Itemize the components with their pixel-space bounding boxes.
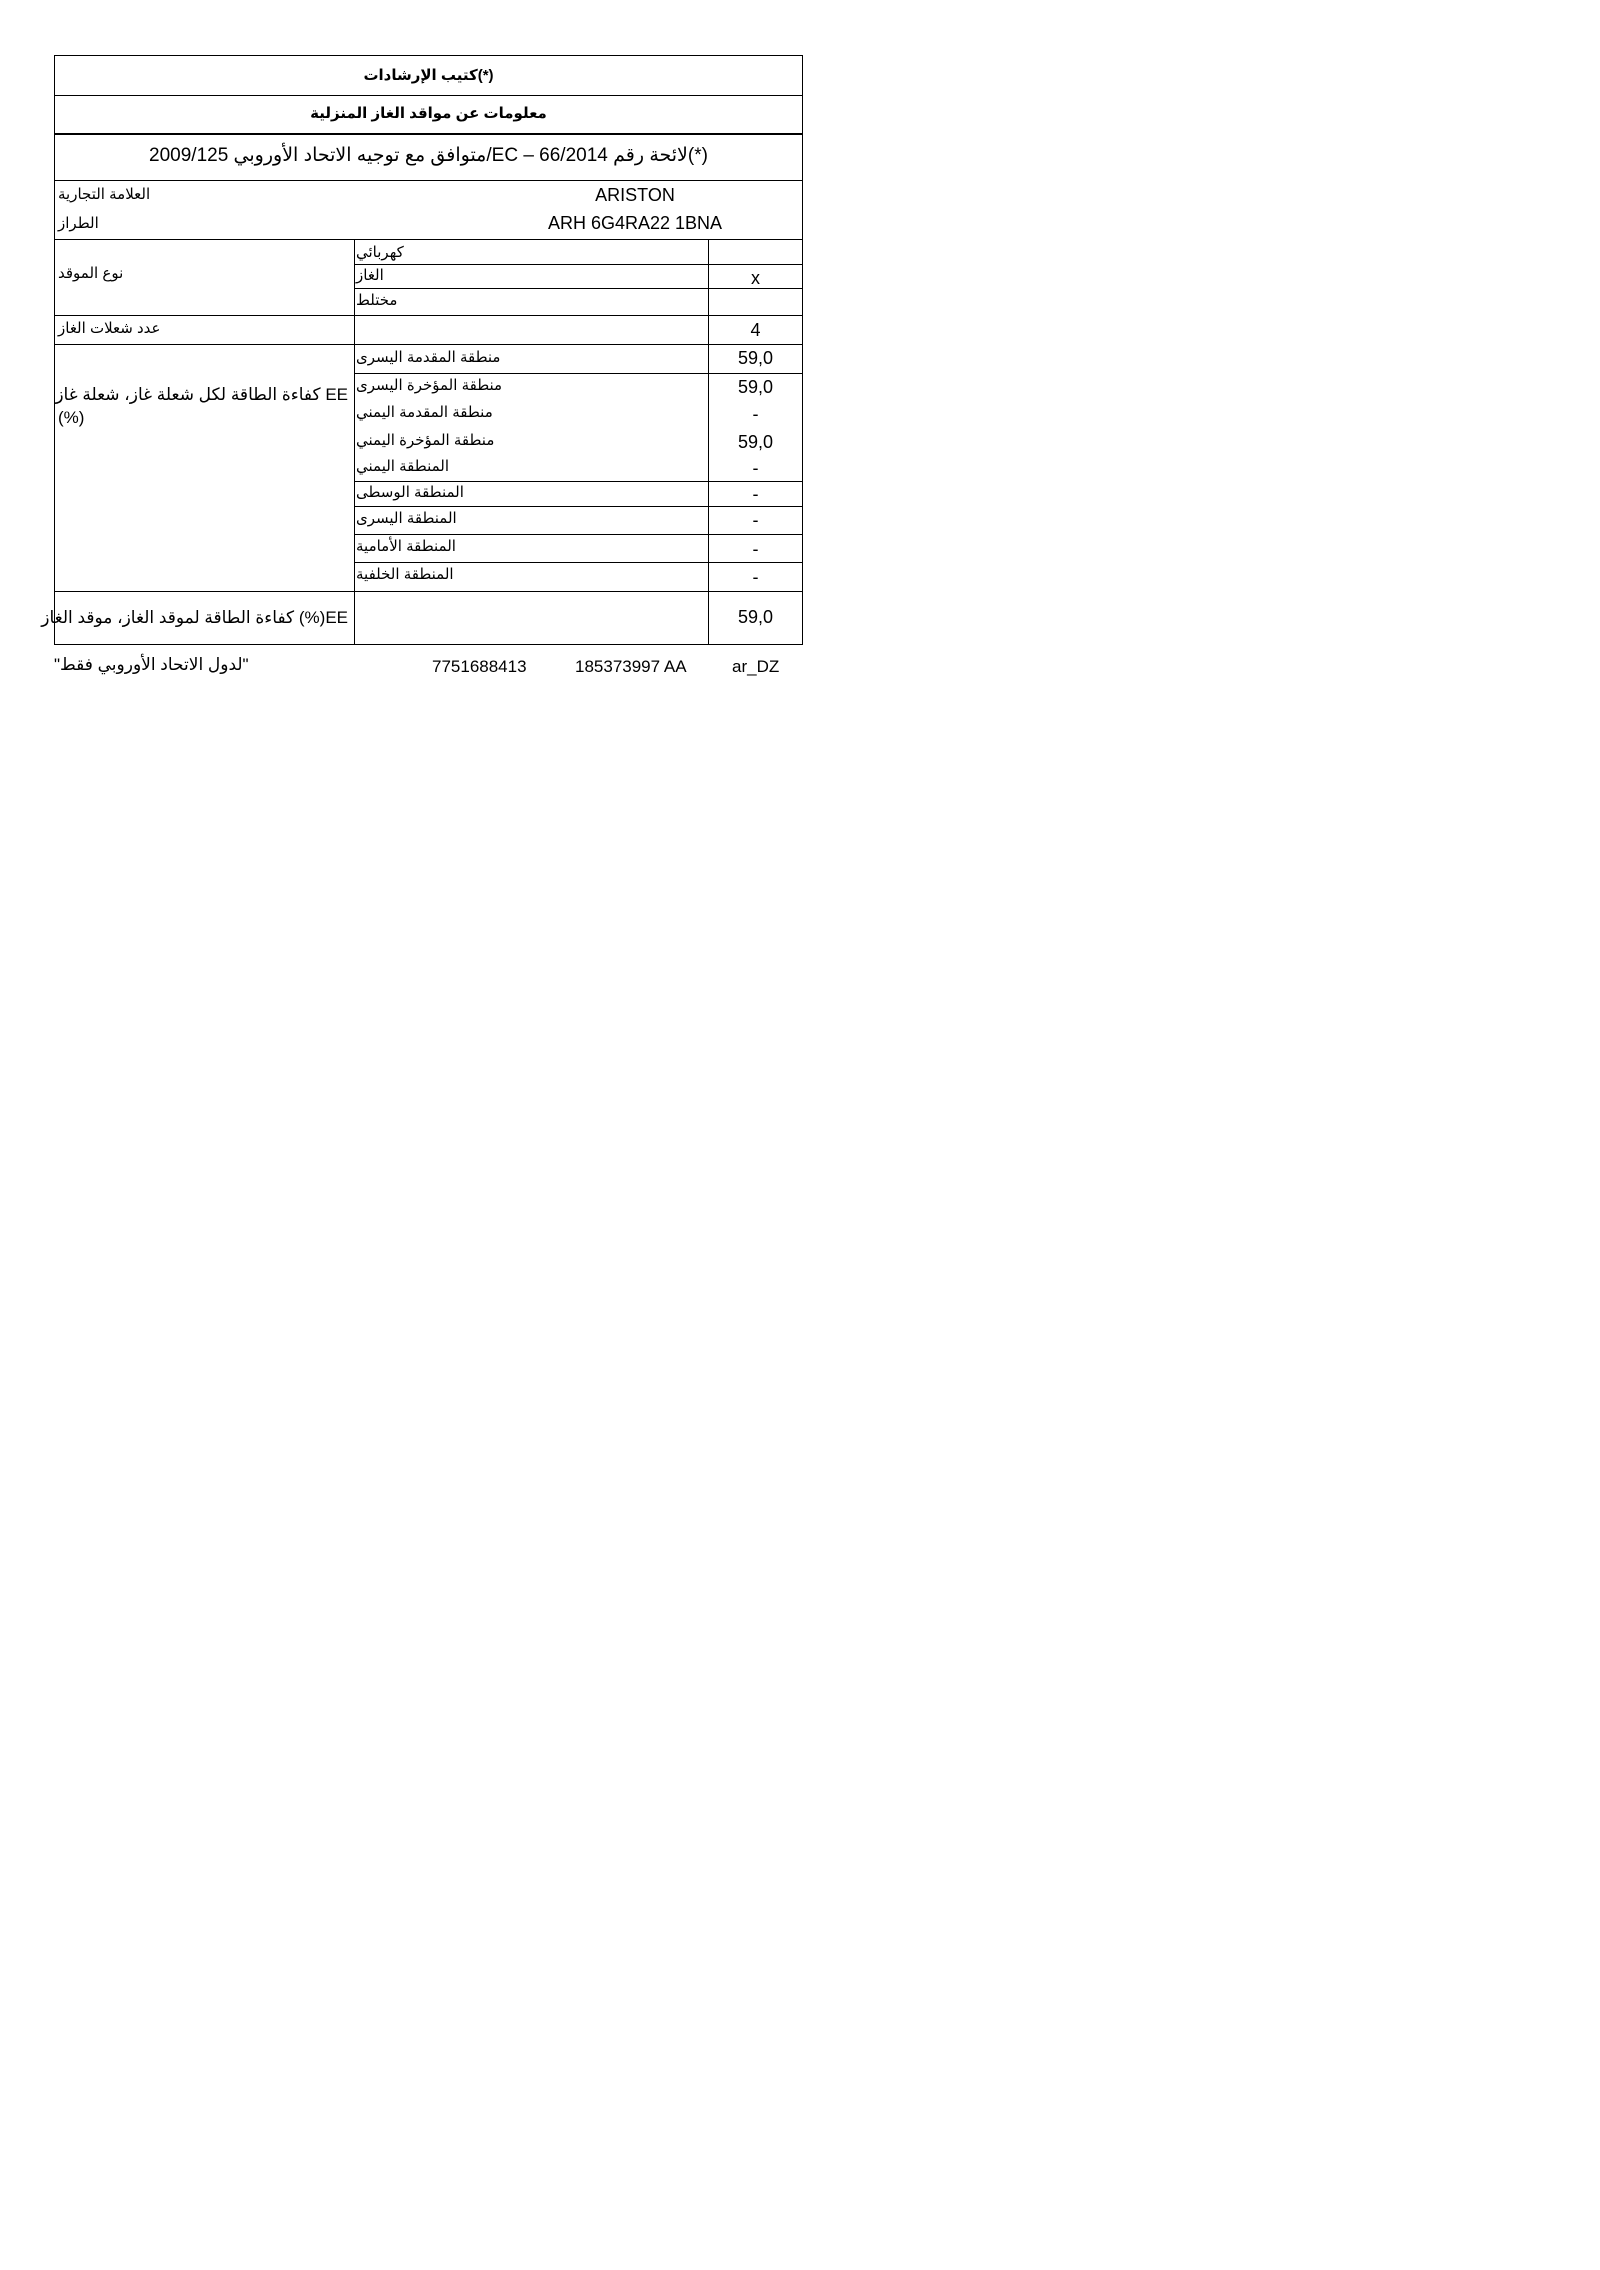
efficiency-label-unit: (%) [58,408,85,427]
efficiency-value-right: - [752,458,759,478]
footer-locale: ar_DZ [732,657,780,676]
burners-value: 4 [750,320,761,340]
efficiency-value-rear-right: 59,0 [737,432,774,452]
brand-label: العلامة التجارية [58,186,151,203]
total-efficiency-label: EE(%) كفاءة الطاقة لموقد الغاز، موقد الغاز [41,608,348,627]
efficiency-value-rear-left: 59,0 [737,377,774,397]
efficiency-zone-rear-left: منطقة المؤخرة اليسرى [356,377,503,394]
hob-type-mixed: مختلط [356,292,398,309]
burners-label: عدد شعلات الغاز [58,320,161,337]
regulation-text: (*)لائحة رقم 66/2014 – EC/متوافق مع توجيه الاتحاد الأوروبي 2009/125 [149,145,708,166]
footer-code1: 7751688413 [432,657,527,676]
efficiency-zone-left: المنطقة اليسرى [356,510,457,527]
total-efficiency-value: 59,0 [737,607,774,627]
efficiency-value-front: - [752,539,759,559]
sheet-subtitle: معلومات عن مواقد الغاز المنزلية [310,105,547,122]
efficiency-zone-front-left: منطقة المقدمة اليسرى [356,349,501,366]
brand-value: ARISTON [595,185,675,205]
efficiency-zone-center: المنطقة الوسطى [356,484,464,501]
efficiency-zone-front-right: منطقة المقدمة اليمني [356,404,493,421]
hob-type-label: نوع الموقد [58,265,124,282]
efficiency-zone-rear: المنطقة الخلفية [356,566,454,583]
model-label: الطراز [58,215,99,232]
efficiency-zone-front: المنطقة الأمامية [356,538,456,555]
hob-type-electric: كهربائي [356,244,404,261]
model-value: ARH 6G4RA22 1BNA [547,213,723,233]
efficiency-value-front-left: 59,0 [737,348,774,368]
footer-note: "لدول الاتحاد الأوروبي فقط" [54,655,249,674]
hob-type-gas: الغاز [356,267,384,284]
efficiency-value-rear: - [752,567,759,587]
hob-type-gas-mark: x [751,268,760,288]
footer-code2: 185373997 AA [575,657,687,676]
efficiency-zone-rear-right: منطقة المؤخرة اليمني [356,432,495,449]
product-info-sheet [41,55,803,645]
efficiency-value-left: - [752,510,759,530]
efficiency-zone-right: المنطقة اليمني [356,458,450,475]
efficiency-value-center: - [752,484,759,504]
efficiency-label: EE كفاءة الطاقة لكل شعلة غاز، شعلة غاز [55,385,348,404]
efficiency-value-front-right: - [752,404,759,424]
sheet-title: (*)كتيب الإرشادات [363,67,494,84]
